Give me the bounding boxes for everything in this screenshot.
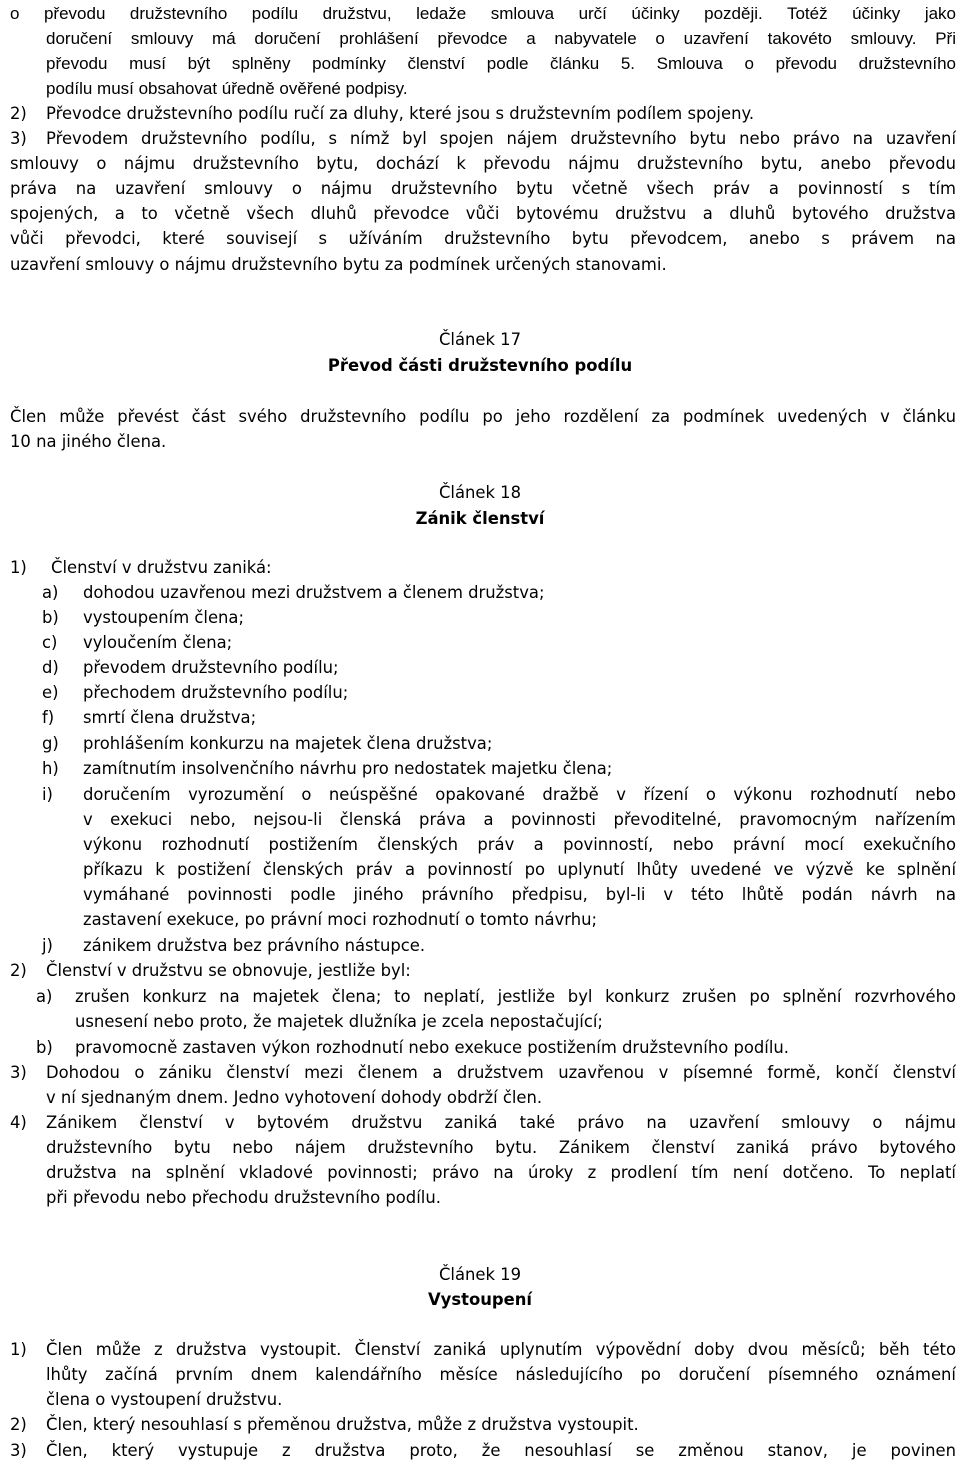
- text-line: spojených, a to včetně všech dluhů převodce vůči bytovému družstvu a dluhů bytového družstva: [10, 204, 956, 223]
- item-number: 2): [10, 1415, 27, 1434]
- sub-letter: b): [42, 608, 59, 627]
- item-number: 3): [10, 1441, 27, 1460]
- sub-letter: i): [42, 785, 53, 804]
- list-item: pravomocně zastaven výkon rozhodnutí nebo exekuce postižením družstevního podílu.: [75, 1038, 789, 1057]
- article-heading: Článek 17: [438, 330, 522, 349]
- list-item: výkonu rozhodnutí postižením členských práv a povinností, nebo právní mocí exekučního: [83, 835, 956, 854]
- sub-letter: d): [42, 658, 59, 677]
- text-line: Zánikem členství v bytovém družstvu zaniká také právo na uzavření smlouvy o nájmu: [46, 1113, 956, 1132]
- item-number: 2): [10, 104, 27, 123]
- list-item: zastavení exekuce, po právní moci rozhodnutí o tomto návrhu;: [83, 910, 598, 929]
- list-item: vymáhané povinnosti podle jiného právního předpisu, byl-li v této lhůtě podán návrh na: [83, 885, 956, 904]
- text-line: vůči převodci, které souvisejí s užíváním družstevního bytu převodcem, anebo s právem na: [10, 229, 956, 248]
- article-heading: Článek 18: [438, 483, 522, 502]
- sub-letter: j): [42, 936, 53, 955]
- list-item: vystoupením člena;: [83, 608, 244, 627]
- sub-letter: e): [42, 683, 59, 702]
- text-line: Převodce družstevního podílu ručí za dluhy, které jsou s družstevním podílem spojeny.: [46, 104, 755, 123]
- text-line: lhůty začíná prvním dnem kalendářního měsíce následujícího po doručení písemného oznámení: [46, 1365, 956, 1384]
- text-line: Dohodou o zániku členství mezi členem a družstvem uzavřenou v písemné formě, končí členství: [46, 1063, 956, 1082]
- item-number: 1): [10, 558, 27, 577]
- list-item: zamítnutím insolvenčního návrhu pro nedostatek majetku člena;: [83, 759, 613, 778]
- item-number: 4): [10, 1113, 27, 1132]
- text-line: Členství v družstvu zaniká:: [51, 558, 272, 577]
- sub-letter: a): [36, 987, 53, 1006]
- text-line: družstevního bytu nebo nájem družstevního bytu. Zánikem členství zaniká právo bytového: [46, 1138, 956, 1157]
- list-item: přechodem družstevního podílu;: [83, 683, 349, 702]
- text-line: Člen může z družstva vystoupit. Členství zaniká uplynutím výpovědní doby dvou měsíců; běh této: [46, 1340, 956, 1359]
- text-line: Členství v družstvu se obnovuje, jestliže byl:: [46, 961, 411, 980]
- list-item: v exekuci nebo, nejsou-li členská práva a povinnosti převoditelné, pravomocným nařízením: [83, 810, 956, 829]
- list-item: usnesení nebo proto, že majetek dlužníka je zcela nepostačující;: [75, 1012, 603, 1031]
- text-line: o převodu družstevního podílu družstvu, ledaže smlouva určí účinky později. Totéž účinky jako: [10, 4, 956, 23]
- text-line: smlouvy o nájmu družstevního bytu, dochází k převodu nájmu družstevního bytu, anebo převodu: [10, 154, 956, 173]
- list-item: převodem družstevního podílu;: [83, 658, 339, 677]
- sub-letter: h): [42, 759, 59, 778]
- article-title: Zánik členství: [415, 509, 545, 528]
- text-line: člena o vystoupení družstvu.: [46, 1390, 283, 1409]
- text-line: práva na uzavření smlouvy o nájmu družstevního bytu včetně všech práv a povinností s tím: [10, 179, 956, 198]
- sub-letter: c): [42, 633, 58, 652]
- list-item: smrtí člena družstva;: [83, 708, 257, 727]
- list-item: zánikem družstva bez právního nástupce.: [83, 936, 426, 955]
- text-line: uzavření smlouvy o nájmu družstevního bytu za podmínek určených stanovami.: [10, 255, 667, 274]
- list-item: dohodou uzavřenou mezi družstvem a členem družstva;: [83, 583, 545, 602]
- item-number: 2): [10, 961, 27, 980]
- item-number: 1): [10, 1340, 27, 1359]
- text-line: Člen, který nesouhlasí s přeměnou družstva, může z družstva vystoupit.: [46, 1415, 639, 1434]
- text-line: 10 na jiného člena.: [10, 432, 167, 451]
- text-line: Převodem družstevního podílu, s nímž byl spojen nájem družstevního bytu nebo právo na uzavření: [46, 129, 956, 148]
- text-line: podílu musí obsahovat úředně ověřené podpisy.: [46, 79, 408, 98]
- text-line: Člen může převést část svého družstevního podílu po jeho rozdělení za podmínek uvedených v článku: [10, 407, 956, 426]
- list-item: vyloučením člena;: [83, 633, 233, 652]
- text-line: družstva na splnění vkladové povinnosti; právo na úroky z prodlení tím není dotčeno. To neplatí: [46, 1163, 956, 1182]
- item-number: 3): [10, 129, 27, 148]
- item-number: 3): [10, 1063, 27, 1082]
- article-title: Vystoupení: [427, 1290, 533, 1309]
- list-item: příkazu k postižení členských práv a povinností po uplynutí lhůty uvedené ve výzvě ke splnění: [83, 860, 956, 879]
- sub-letter: f): [42, 708, 55, 727]
- text-line: převodu musí být splněny podmínky členství podle článku 5. Smlouva o převodu družstevního: [46, 54, 956, 73]
- list-item: zrušen konkurz na majetek člena; to neplatí, jestliže byl konkurz zrušen po splnění rozvrhového: [75, 987, 956, 1006]
- list-item: doručením vyrozumění o neúspěšné opakované dražbě v řízení o výkonu rozhodnutí nebo: [83, 785, 956, 804]
- text-line: při převodu nebo přechodu družstevního podílu.: [46, 1188, 441, 1207]
- article-heading: Článek 19: [438, 1265, 522, 1284]
- sub-letter: g): [42, 734, 59, 753]
- text-line: doručení smlouvy má doručení prohlášení převodce a nabyvatele o uzavření takovéto smlouvy. Při: [46, 29, 956, 48]
- article-title: Převod části družstevního podílu: [327, 356, 633, 375]
- list-item: prohlášením konkurzu na majetek člena družstva;: [83, 734, 493, 753]
- text-line: Člen, který vystupuje z družstva proto, že nesouhlasí se změnou stanov, je povinen: [46, 1441, 956, 1460]
- text-line: v ní sjednaným dnem. Jedno vyhotovení dohody obdrží člen.: [46, 1088, 543, 1107]
- sub-letter: a): [42, 583, 59, 602]
- sub-letter: b): [36, 1038, 53, 1057]
